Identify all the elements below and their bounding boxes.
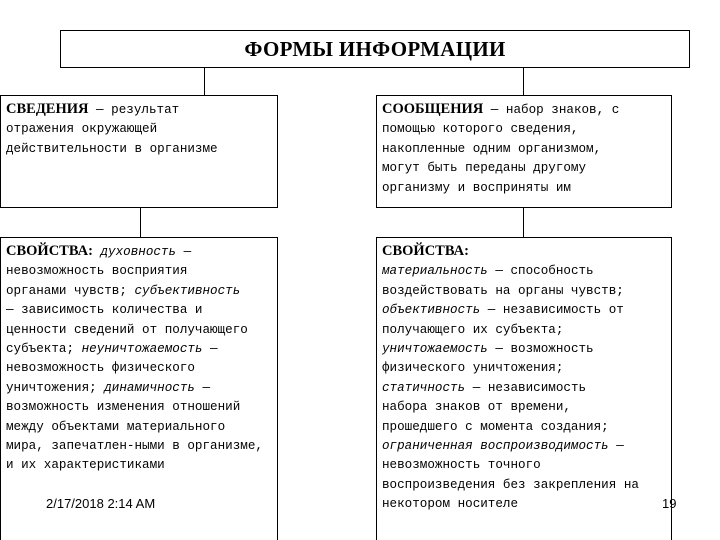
soobshcheniya-properties-box xyxy=(376,237,672,540)
soobshcheniya-definition-box xyxy=(376,95,672,208)
diagram-title: ФОРМЫ ИНФОРМАЦИИ xyxy=(244,36,506,61)
svedeniya-definition-box xyxy=(0,95,278,208)
footer-date: 2/17/2018 2:14 AM xyxy=(46,496,156,511)
soobshcheniya-properties-heading: СВОЙСТВА: xyxy=(382,243,469,259)
svedeniya-definition-text: СВЕДЕНИЯ — результат отражения окружающей действительности в организме xyxy=(6,101,218,156)
svedeniya-term: СВЕДЕНИЯ xyxy=(6,101,89,117)
connector-right-defs xyxy=(523,207,524,237)
soobshcheniya-properties-text: СВОЙСТВА: материальность — способность воздействовать на органы чувств; объективность — независимость от получающего их субъекта; уничтожаемость — возможность физического уничтожения; статичность — независимость набора знаков от времени, прошедшего с момента создания; ограниченная воспроизводимость — невозможность точного воспроизведения без закрепления на некотором носителе xyxy=(382,243,639,512)
soobshcheniya-term: СООБЩЕНИЯ xyxy=(382,101,484,117)
svedeniya-properties-box xyxy=(0,237,278,540)
connector-left-defs xyxy=(140,207,141,237)
footer-page-number: 19 xyxy=(662,496,677,511)
diagram-title-box xyxy=(60,30,690,68)
soobshcheniya-definition-text: СООБЩЕНИЯ — набор знаков, с помощью которого сведения, накопленные одним организмом, могут быть переданы другому организму и восприняты им xyxy=(382,101,620,195)
connector-title-left xyxy=(204,68,205,95)
svedeniya-properties-text: СВОЙСТВА: духовность — невозможность восприятия органами чувств; субъективность — зависимость количества и ценности сведений от получающего субъекта; неуничтожаемость — невозможность физического уничтожения; динамичность — возможность изменения отношений между объектами материального мира, запечатлен-ными в организме, и их характеристиками xyxy=(6,243,263,473)
connector-title-right xyxy=(523,68,524,95)
svedeniya-properties-heading: СВОЙСТВА: xyxy=(6,243,93,259)
